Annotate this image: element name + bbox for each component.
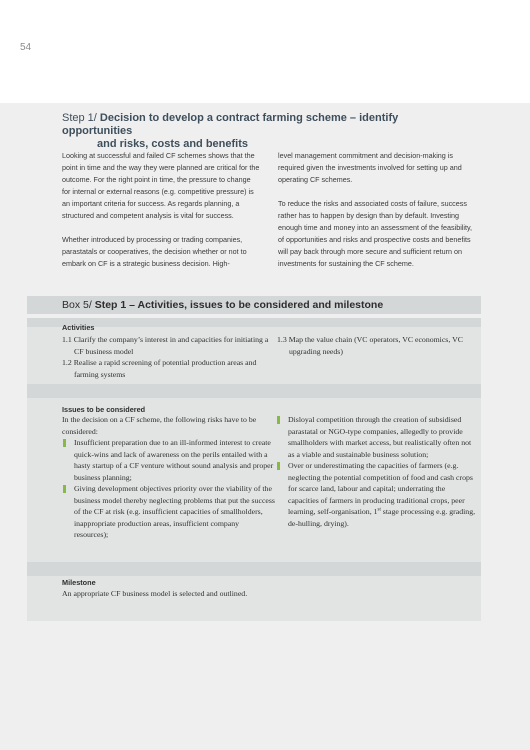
issue-item bbox=[62, 437, 275, 483]
issue-text: Insufficient preparation due to an ill-informed interest to create quick-wins and lack of awareness on the perils entailed with a hasty startup of a CF venture without sound analysis and proper business planning; bbox=[74, 438, 274, 482]
step-title-line1: Decision to develop a contract farming scheme – identify opportunities bbox=[62, 112, 399, 137]
issues-right-column bbox=[276, 414, 477, 529]
issue-text-number: 1 bbox=[373, 507, 378, 516]
issue-text: Over or underestimating the capacities of farmers (e.g. neglecting the potential competition of food and cash crops for scarce land, labour and capital; underrating the capacities of farmers in producing traditional crops, peer learning, self-organisation, bbox=[288, 461, 473, 516]
issue-text: Disloyal competition through the creation of subsidised parastatal or NGO-type companies, allegedly to provide smallholders with market access, but realistically often not as a viable and sustainable business solution; bbox=[288, 415, 472, 459]
activity-item: 1.3 Map the value chain (VC operators, VC economics, VC upgrading needs) bbox=[277, 335, 463, 356]
activity-item: 1.1 Clarify the company’s interest in and capacities for initiating a CF business model bbox=[62, 335, 269, 356]
bullet-bar-icon bbox=[63, 439, 66, 447]
activities-heading: Activities bbox=[62, 323, 95, 332]
band-divider bbox=[27, 384, 481, 398]
activities-heading-band bbox=[27, 318, 481, 327]
page-number: 54 bbox=[20, 42, 32, 53]
intro-right-column bbox=[278, 150, 476, 282]
intro-paragraph: Looking at successful and failed CF schemes shows that the point in time and the way they were planned are critical for the outcome. For the right point in time, the pressure to change for internal or external reasons (e.g. competitive pressure) is an important criteria for success. As regards planning, a structured and competent analysis is vital for success. bbox=[62, 151, 260, 220]
step-title-line2: and risks, costs and benefits bbox=[97, 138, 248, 150]
ordinal-suffix: st bbox=[377, 507, 381, 513]
bullet-bar-icon bbox=[277, 462, 280, 470]
step-label: Step 1/ bbox=[62, 112, 97, 124]
issue-item bbox=[276, 460, 477, 529]
activities-left-list bbox=[62, 334, 272, 380]
milestone-heading: Milestone bbox=[62, 578, 96, 587]
issue-text: Giving development objectives priority over the viability of the business model thereby neglecting problems that put the success of the CF at risk (e.g. insufficient capacities of smallholders, inappropriate production areas, insufficient company resources); bbox=[74, 484, 275, 539]
issues-left-column bbox=[62, 414, 275, 541]
bullet-bar-icon bbox=[63, 485, 66, 493]
box-label: Box 5/ bbox=[62, 299, 92, 311]
issues-intro: In the decision on a CF scheme, the following risks have to be considered: bbox=[62, 415, 257, 436]
band-divider bbox=[27, 562, 481, 576]
box-title bbox=[62, 296, 383, 314]
intro-paragraph: level management commitment and decision-making is required given the investments involved for setting up and operating CF schemes. bbox=[278, 151, 462, 184]
intro-paragraph: Whether introduced by processing or trading companies, parastatals or cooperatives, the decision whether or not to embark on CF is a strategic business decision. High- bbox=[62, 235, 247, 268]
activities-right-list bbox=[277, 334, 477, 357]
milestone-text: An appropriate CF business model is selected and outlined. bbox=[62, 589, 248, 598]
issue-item bbox=[62, 483, 275, 541]
bullet-bar-icon bbox=[277, 416, 280, 424]
issues-heading: Issues to be considered bbox=[62, 405, 146, 414]
issue-text-end: stage processing e.g. grading, de-hulling, drying). bbox=[288, 507, 476, 528]
issue-item bbox=[276, 414, 477, 460]
intro-left-column bbox=[62, 150, 260, 282]
activity-item: 1.2 Realise a rapid screening of potential production areas and farming systems bbox=[62, 358, 257, 379]
intro-paragraph: To reduce the risks and associated costs of failure, success rather has to happen by design than by default. Investing enough time and money into an assessment of the feasibility, of opportunities and risks and prospective costs and benefits will pay back through more secure and sufficient return on investments for sustaining the CF scheme. bbox=[278, 199, 473, 268]
box-title-text: Step 1 – Activities, issues to be considered and milestone bbox=[94, 299, 384, 311]
step-heading bbox=[62, 112, 462, 151]
